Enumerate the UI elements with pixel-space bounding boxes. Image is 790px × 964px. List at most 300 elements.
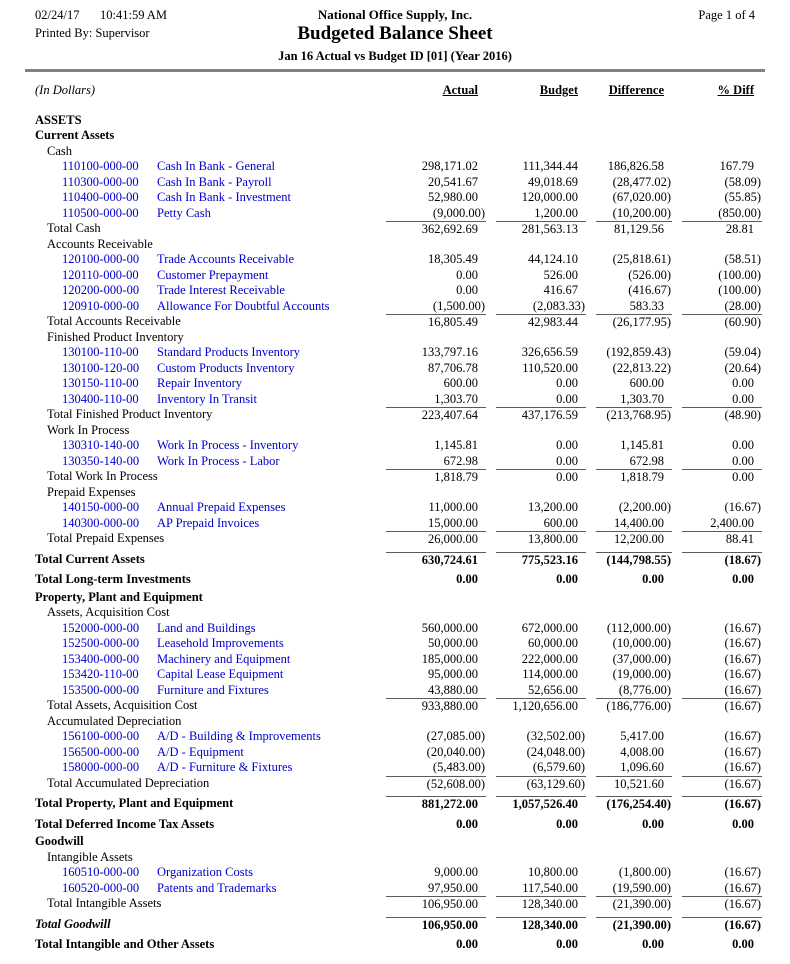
- difference-value: (526.00): [628, 267, 671, 282]
- account-row: [0, 516, 790, 532]
- actual-value: 560,000.00: [421, 620, 478, 635]
- difference-value: 12,200.00: [596, 531, 672, 547]
- total-row: [0, 917, 790, 933]
- row-label: Finished Product Inventory: [47, 329, 184, 344]
- account-name-link[interactable]: Patents and Trademarks: [157, 880, 277, 895]
- account-name-link[interactable]: A/D - Building & Improvements: [157, 729, 321, 743]
- difference-value: 0.00: [642, 572, 664, 586]
- account-row: [0, 683, 790, 699]
- budget-value: 0.00: [556, 438, 578, 452]
- difference-value: 14,400.00: [614, 515, 664, 530]
- row-label: Work In Process: [47, 422, 130, 437]
- budget-value: 0.00: [556, 453, 578, 468]
- group-row: [0, 144, 790, 160]
- account-number-link[interactable]: 120910-000-00: [62, 298, 140, 313]
- account-name-link[interactable]: Standard Products Inventory: [157, 345, 301, 359]
- account-number-link[interactable]: 130150-110-00: [62, 376, 139, 390]
- row-label: Intangible Assets: [47, 849, 133, 864]
- budget-value: 128,340.00: [496, 896, 586, 912]
- account-number-link[interactable]: 130100-120-00: [62, 360, 140, 375]
- row-label: Total Deferred Income Tax Assets: [35, 816, 215, 831]
- account-row: [0, 881, 790, 897]
- difference-value: (19,590.00): [612, 880, 671, 895]
- pct-diff-value: 0.00: [732, 391, 754, 406]
- pct-diff-value: (850.00): [718, 205, 761, 220]
- difference-value: (192,859.43): [606, 345, 671, 359]
- budget-value: 110,520.00: [522, 360, 578, 375]
- row-label: Total Long-term Investments: [35, 572, 191, 586]
- difference-value: 1,096.60: [620, 760, 664, 774]
- account-name-link[interactable]: Leasehold Improvements: [157, 636, 284, 650]
- budget-value: (24,048.00): [526, 744, 585, 759]
- pct-diff-value: (100.00): [718, 267, 761, 282]
- account-label: [35, 175, 376, 191]
- difference-value: (28,477.02): [612, 174, 671, 189]
- account-name-link[interactable]: Cash In Bank - Investment: [157, 190, 292, 204]
- account-number-link[interactable]: 110500-000-00: [62, 205, 139, 220]
- account-name-link[interactable]: Trade Accounts Receivable: [157, 252, 294, 266]
- actual-value: 50,000.00: [428, 636, 478, 650]
- difference-value: (144,798.55): [596, 552, 672, 568]
- subtotal-row: [0, 776, 790, 792]
- difference-value: (26,177.95): [596, 314, 672, 330]
- difference-value: 5,417.00: [620, 729, 664, 743]
- page-number: Page 1 of 4: [698, 8, 755, 22]
- account-label: [35, 881, 376, 897]
- difference-value: (37,000.00): [612, 651, 671, 666]
- account-label: [35, 667, 376, 683]
- account-row: [0, 500, 790, 516]
- account-name-link[interactable]: Allowance For Doubtful Accounts: [157, 298, 330, 313]
- pct-diff-value: 0.00: [732, 572, 754, 586]
- total-row: [0, 552, 790, 568]
- difference-value: (22,813.22): [612, 360, 671, 375]
- account-label: [35, 283, 376, 299]
- account-name-link[interactable]: Custom Products Inventory: [157, 360, 295, 375]
- budget-value: 120,000.00: [521, 190, 578, 204]
- difference-value: 672.98: [629, 453, 664, 468]
- row-label: Total Intangible Assets: [47, 896, 162, 910]
- actual-value: 0.00: [456, 572, 478, 586]
- budget-value: 44,124.10: [528, 252, 578, 266]
- account-name-link[interactable]: Annual Prepaid Expenses: [157, 500, 286, 514]
- actual-value: 672.98: [443, 453, 478, 468]
- difference-value: 600.00: [629, 376, 664, 390]
- account-name-link[interactable]: Inventory In Transit: [157, 391, 257, 406]
- pct-diff-value: (16.67): [724, 865, 761, 879]
- budget-value: (63,129.60): [496, 776, 586, 792]
- actual-value: 1,303.70: [434, 391, 478, 406]
- account-row: [0, 438, 790, 454]
- account-number-link[interactable]: 152000-000-00: [62, 620, 140, 635]
- account-name-link[interactable]: Repair Inventory: [157, 376, 243, 390]
- pct-diff-value: 88.41: [682, 531, 762, 547]
- actual-value: 16,805.49: [386, 314, 486, 330]
- actual-value: 11,000.00: [428, 500, 478, 514]
- account-number-link[interactable]: 120100-000-00: [62, 252, 140, 266]
- account-number-link[interactable]: 110400-000-00: [62, 190, 139, 204]
- row-label: Prepaid Expenses: [47, 484, 136, 499]
- account-name-link[interactable]: Cash In Bank - Payroll: [157, 174, 272, 189]
- header-divider: [25, 69, 765, 72]
- subtotal-row: [0, 469, 790, 485]
- pct-diff-value: (16.67): [724, 500, 761, 514]
- account-number-link[interactable]: 120200-000-00: [62, 283, 140, 297]
- budget-value: (6,579.60): [532, 760, 585, 774]
- account-label: [35, 438, 376, 454]
- group-row: [0, 714, 790, 730]
- budget-value: 49,018.69: [528, 174, 578, 189]
- actual-value: 95,000.00: [428, 667, 478, 681]
- account-number-link[interactable]: 160510-000-00: [62, 865, 140, 879]
- row-label: Total Accumulated Depreciation: [47, 775, 210, 790]
- pct-diff-value: (18.67): [682, 552, 762, 568]
- account-label: [35, 865, 376, 881]
- account-number-link[interactable]: 152500-000-00: [62, 636, 140, 650]
- column-header-pct-diff: % Diff: [717, 83, 754, 97]
- subtotal-row: [0, 531, 790, 547]
- account-label: [35, 190, 376, 206]
- budget-value: 60,000.00: [528, 636, 578, 650]
- budget-value: (32,502.00): [526, 729, 585, 743]
- account-number-link[interactable]: 130310-140-00: [62, 438, 140, 452]
- account-number-link[interactable]: 130350-140-00: [62, 453, 140, 468]
- account-label: [35, 652, 376, 668]
- account-row: [0, 652, 790, 668]
- budget-value: 0.00: [496, 469, 586, 485]
- account-name-link[interactable]: A/D - Furniture & Fixtures: [157, 760, 293, 774]
- pct-diff-value: (58.51): [724, 252, 761, 266]
- pct-diff-value: (16.67): [724, 744, 761, 759]
- printed-by: Printed By: Supervisor: [35, 26, 150, 40]
- difference-value: (19,000.00): [612, 667, 671, 681]
- budget-value: 1,200.00: [534, 205, 578, 220]
- account-name-link[interactable]: Capital Lease Equipment: [157, 667, 284, 681]
- account-row: [0, 392, 790, 408]
- pct-diff-value: (28.00): [724, 298, 761, 313]
- account-row: [0, 760, 790, 776]
- account-label: [35, 252, 376, 268]
- actual-value: (20,040.00): [426, 744, 485, 759]
- difference-value: (10,200.00): [612, 205, 671, 220]
- actual-value: 223,407.64: [386, 407, 486, 423]
- account-label: [35, 206, 376, 222]
- actual-value: 26,000.00: [386, 531, 486, 547]
- actual-value: 933,880.00: [386, 698, 486, 714]
- pct-diff-value: 0.00: [732, 438, 754, 452]
- difference-value: (176,254.40): [596, 796, 672, 812]
- budget-value: 0.00: [556, 376, 578, 390]
- actual-value: 87,706.78: [428, 360, 478, 375]
- pct-diff-value: (16.67): [724, 682, 761, 697]
- actual-value: 97,950.00: [428, 880, 478, 895]
- account-row: [0, 621, 790, 637]
- subtotal-row: [0, 314, 790, 330]
- account-number-link[interactable]: 140300-000-00: [62, 515, 140, 530]
- pct-diff-value: (16.67): [682, 776, 762, 792]
- actual-value: 52,980.00: [428, 190, 478, 204]
- difference-value: 10,521.60: [596, 776, 672, 792]
- account-label: [35, 376, 376, 392]
- account-number-link[interactable]: 153500-000-00: [62, 682, 140, 697]
- account-label: [35, 745, 376, 761]
- budget-value: 526.00: [543, 267, 578, 282]
- account-label: [35, 516, 376, 532]
- account-label: [35, 729, 376, 745]
- section-row: [0, 590, 790, 606]
- column-header-row: [0, 83, 790, 99]
- actual-value: 106,950.00: [386, 917, 486, 933]
- section-row: [0, 113, 790, 129]
- account-number-link[interactable]: 156100-000-00: [62, 729, 140, 743]
- pct-diff-value: 167.79: [719, 159, 754, 173]
- row-label: Total Prepaid Expenses: [47, 531, 165, 545]
- account-row: [0, 159, 790, 175]
- account-name-link[interactable]: Furniture and Fixtures: [157, 682, 269, 697]
- account-number-link[interactable]: 160520-000-00: [62, 880, 140, 895]
- account-row: [0, 299, 790, 315]
- account-label: [35, 345, 376, 361]
- account-name-link[interactable]: Work In Process - Inventory: [157, 438, 299, 452]
- account-number-link[interactable]: 130100-110-00: [62, 345, 139, 359]
- report-title: Budgeted Balance Sheet: [297, 23, 493, 44]
- total-row: [0, 817, 790, 833]
- pct-diff-value: 2,400.00: [710, 515, 754, 530]
- actual-value: (9,000.00): [432, 205, 485, 220]
- budget-value: 672,000.00: [521, 620, 578, 635]
- budget-value: 437,176.59: [496, 407, 586, 423]
- column-header-actual: Actual: [442, 83, 478, 97]
- account-label: [35, 159, 376, 175]
- pct-diff-value: 28.81: [682, 221, 762, 237]
- budget-value: 128,340.00: [496, 917, 586, 933]
- actual-value: (27,085.00): [426, 729, 485, 743]
- actual-value: 630,724.61: [386, 552, 486, 568]
- pct-diff-value: (55.85): [724, 190, 761, 204]
- account-row: [0, 745, 790, 761]
- print-time: 10:41:59 AM: [100, 8, 168, 22]
- group-row: [0, 850, 790, 866]
- column-header-difference: Difference: [608, 83, 664, 97]
- actual-value: (5,483.00): [432, 760, 485, 774]
- pct-diff-value: 0.00: [682, 469, 762, 485]
- account-name-link[interactable]: Cash In Bank - General: [157, 159, 276, 173]
- account-row: [0, 729, 790, 745]
- account-number-link[interactable]: 120110-000-00: [62, 267, 139, 282]
- account-name-link[interactable]: Machinery and Equipment: [157, 651, 291, 666]
- group-row: [0, 330, 790, 346]
- account-row: [0, 175, 790, 191]
- budget-value: 13,200.00: [528, 500, 578, 514]
- pct-diff-value: 0.00: [732, 453, 754, 468]
- account-row: [0, 454, 790, 470]
- units-label: (In Dollars): [35, 83, 96, 97]
- group-row: [0, 237, 790, 253]
- company-name: National Office Supply, Inc.: [317, 7, 473, 22]
- actual-value: 0.00: [456, 816, 478, 831]
- row-label: Current Assets: [35, 128, 115, 142]
- account-row: [0, 636, 790, 652]
- account-number-link[interactable]: 130400-110-00: [62, 391, 139, 406]
- difference-value: (25,818.61): [612, 252, 671, 266]
- account-label: [35, 621, 376, 637]
- budget-value: 222,000.00: [521, 651, 578, 666]
- budget-value: 42,983.44: [496, 314, 586, 330]
- pct-diff-value: (100.00): [718, 283, 761, 297]
- row-label: Total Intangible and Other Assets: [35, 937, 215, 951]
- total-row: [0, 796, 790, 812]
- account-label: [35, 268, 376, 284]
- row-label: Total Cash: [47, 221, 101, 235]
- actual-value: 1,145.81: [434, 438, 478, 452]
- account-row: [0, 190, 790, 206]
- pct-diff-value: 0.00: [732, 376, 754, 390]
- account-name-link[interactable]: Customer Prepayment: [157, 267, 269, 282]
- account-name-link[interactable]: AP Prepaid Invoices: [157, 515, 260, 530]
- account-row: [0, 361, 790, 377]
- row-label: Property, Plant and Equipment: [35, 589, 203, 604]
- budget-value: 0.00: [556, 937, 578, 951]
- difference-value: 1,145.81: [620, 438, 664, 452]
- account-number-link[interactable]: 110300-000-00: [62, 174, 139, 189]
- account-number-link[interactable]: 110100-000-00: [62, 159, 139, 173]
- account-label: [35, 454, 376, 470]
- pct-diff-value: (16.67): [724, 880, 761, 895]
- account-name-link[interactable]: Land and Buildings: [157, 620, 256, 635]
- pct-diff-value: (16.67): [724, 760, 761, 774]
- budget-value: 1,057,526.40: [496, 796, 586, 812]
- account-number-link[interactable]: 140150-000-00: [62, 500, 140, 514]
- subtotal-row: [0, 896, 790, 912]
- pct-diff-value: (16.67): [724, 651, 761, 666]
- actual-value: 0.00: [456, 283, 478, 297]
- report-body: [0, 113, 790, 953]
- print-date: 02/24/17: [35, 8, 80, 22]
- account-row: [0, 252, 790, 268]
- account-number-link[interactable]: 153420-110-00: [62, 667, 139, 681]
- difference-value: 1,818.79: [596, 469, 672, 485]
- row-label: Accumulated Depreciation: [47, 713, 182, 728]
- pct-diff-value: (16.67): [724, 636, 761, 650]
- actual-value: 18,305.49: [428, 252, 478, 266]
- account-name-link[interactable]: A/D - Equipment: [157, 744, 244, 759]
- difference-value: (67,020.00): [612, 190, 671, 204]
- budget-value: 326,656.59: [521, 345, 578, 359]
- pct-diff-value: 0.00: [732, 937, 754, 951]
- budget-value: 10,800.00: [528, 865, 578, 879]
- difference-value: (8,776.00): [618, 682, 671, 697]
- account-number-link[interactable]: 156500-000-00: [62, 744, 140, 759]
- difference-value: (21,390.00): [596, 896, 672, 912]
- difference-value: 1,303.70: [620, 391, 664, 406]
- pct-diff-value: (16.67): [724, 729, 761, 743]
- account-label: [35, 636, 376, 652]
- account-row: [0, 865, 790, 881]
- budget-value: 600.00: [543, 515, 578, 530]
- difference-value: 4,008.00: [620, 744, 664, 759]
- pct-diff-value: (48.90): [682, 407, 762, 423]
- actual-value: 9,000.00: [434, 865, 478, 879]
- account-row: [0, 376, 790, 392]
- pct-diff-value: (16.67): [682, 796, 762, 812]
- subtotal-row: [0, 407, 790, 423]
- account-name-link[interactable]: Organization Costs: [157, 865, 253, 879]
- account-name-link[interactable]: Trade Interest Receivable: [157, 283, 285, 297]
- account-name-link[interactable]: Petty Cash: [157, 205, 211, 220]
- group-row: [0, 485, 790, 501]
- pct-diff-value: (16.67): [724, 667, 761, 681]
- pct-diff-value: (58.09): [724, 174, 761, 189]
- group-row: [0, 423, 790, 439]
- account-label: [35, 361, 376, 377]
- actual-value: 185,000.00: [421, 651, 478, 666]
- actual-value: 20,541.67: [428, 174, 478, 189]
- budget-value: 111,344.44: [522, 159, 578, 173]
- account-name-link[interactable]: Work In Process - Labor: [157, 453, 280, 468]
- pct-diff-value: (16.67): [682, 896, 762, 912]
- actual-value: 15,000.00: [428, 515, 478, 530]
- actual-value: 600.00: [443, 376, 478, 390]
- row-label: Total Work In Process: [47, 469, 158, 483]
- actual-value: 0.00: [456, 937, 478, 951]
- actual-value: (1,500.00): [432, 298, 485, 313]
- subtotal-row: [0, 221, 790, 237]
- column-header-budget: Budget: [539, 83, 578, 97]
- account-row: [0, 667, 790, 683]
- row-label: Total Goodwill: [35, 916, 111, 931]
- actual-value: 106,950.00: [386, 896, 486, 912]
- actual-value: 0.00: [456, 267, 478, 282]
- row-label: Cash: [47, 143, 72, 158]
- pct-diff-value: 0.00: [732, 816, 754, 831]
- row-label: Total Accounts Receivable: [47, 314, 181, 328]
- pct-diff-value: (59.04): [724, 345, 761, 359]
- budget-value: 114,000.00: [522, 667, 578, 681]
- budget-value: 52,656.00: [528, 682, 578, 697]
- row-label: ASSETS: [35, 112, 82, 127]
- row-label: Total Property, Plant and Equipment: [35, 796, 234, 810]
- difference-value: (213,768.95): [596, 407, 672, 423]
- row-label: Goodwill: [35, 834, 84, 848]
- difference-value: (10,000.00): [612, 636, 671, 650]
- account-row: [0, 268, 790, 284]
- difference-value: 0.00: [642, 816, 664, 831]
- actual-value: 881,272.00: [386, 796, 486, 812]
- budget-value: 117,540.00: [522, 880, 578, 895]
- pct-diff-value: (16.67): [682, 917, 762, 933]
- actual-value: 362,692.69: [386, 221, 486, 237]
- account-number-link[interactable]: 158000-000-00: [62, 760, 140, 774]
- budget-value: 1,120,656.00: [496, 698, 586, 714]
- actual-value: 298,171.02: [421, 159, 478, 173]
- account-number-link[interactable]: 153400-000-00: [62, 651, 140, 666]
- budget-value: 0.00: [556, 816, 578, 831]
- budget-value: (2,083.33): [532, 298, 585, 313]
- account-label: [35, 299, 376, 315]
- difference-value: (416.67): [628, 283, 671, 297]
- pct-diff-value: (16.67): [682, 698, 762, 714]
- difference-value: (186,776.00): [596, 698, 672, 714]
- actual-value: (52,608.00): [386, 776, 486, 792]
- budget-value: 13,800.00: [496, 531, 586, 547]
- account-label: [35, 500, 376, 516]
- pct-diff-value: (60.90): [682, 314, 762, 330]
- account-row: [0, 345, 790, 361]
- budget-value: 0.00: [556, 391, 578, 406]
- budget-value: 281,563.13: [496, 221, 586, 237]
- difference-value: (112,000.00): [606, 620, 671, 635]
- account-row: [0, 283, 790, 299]
